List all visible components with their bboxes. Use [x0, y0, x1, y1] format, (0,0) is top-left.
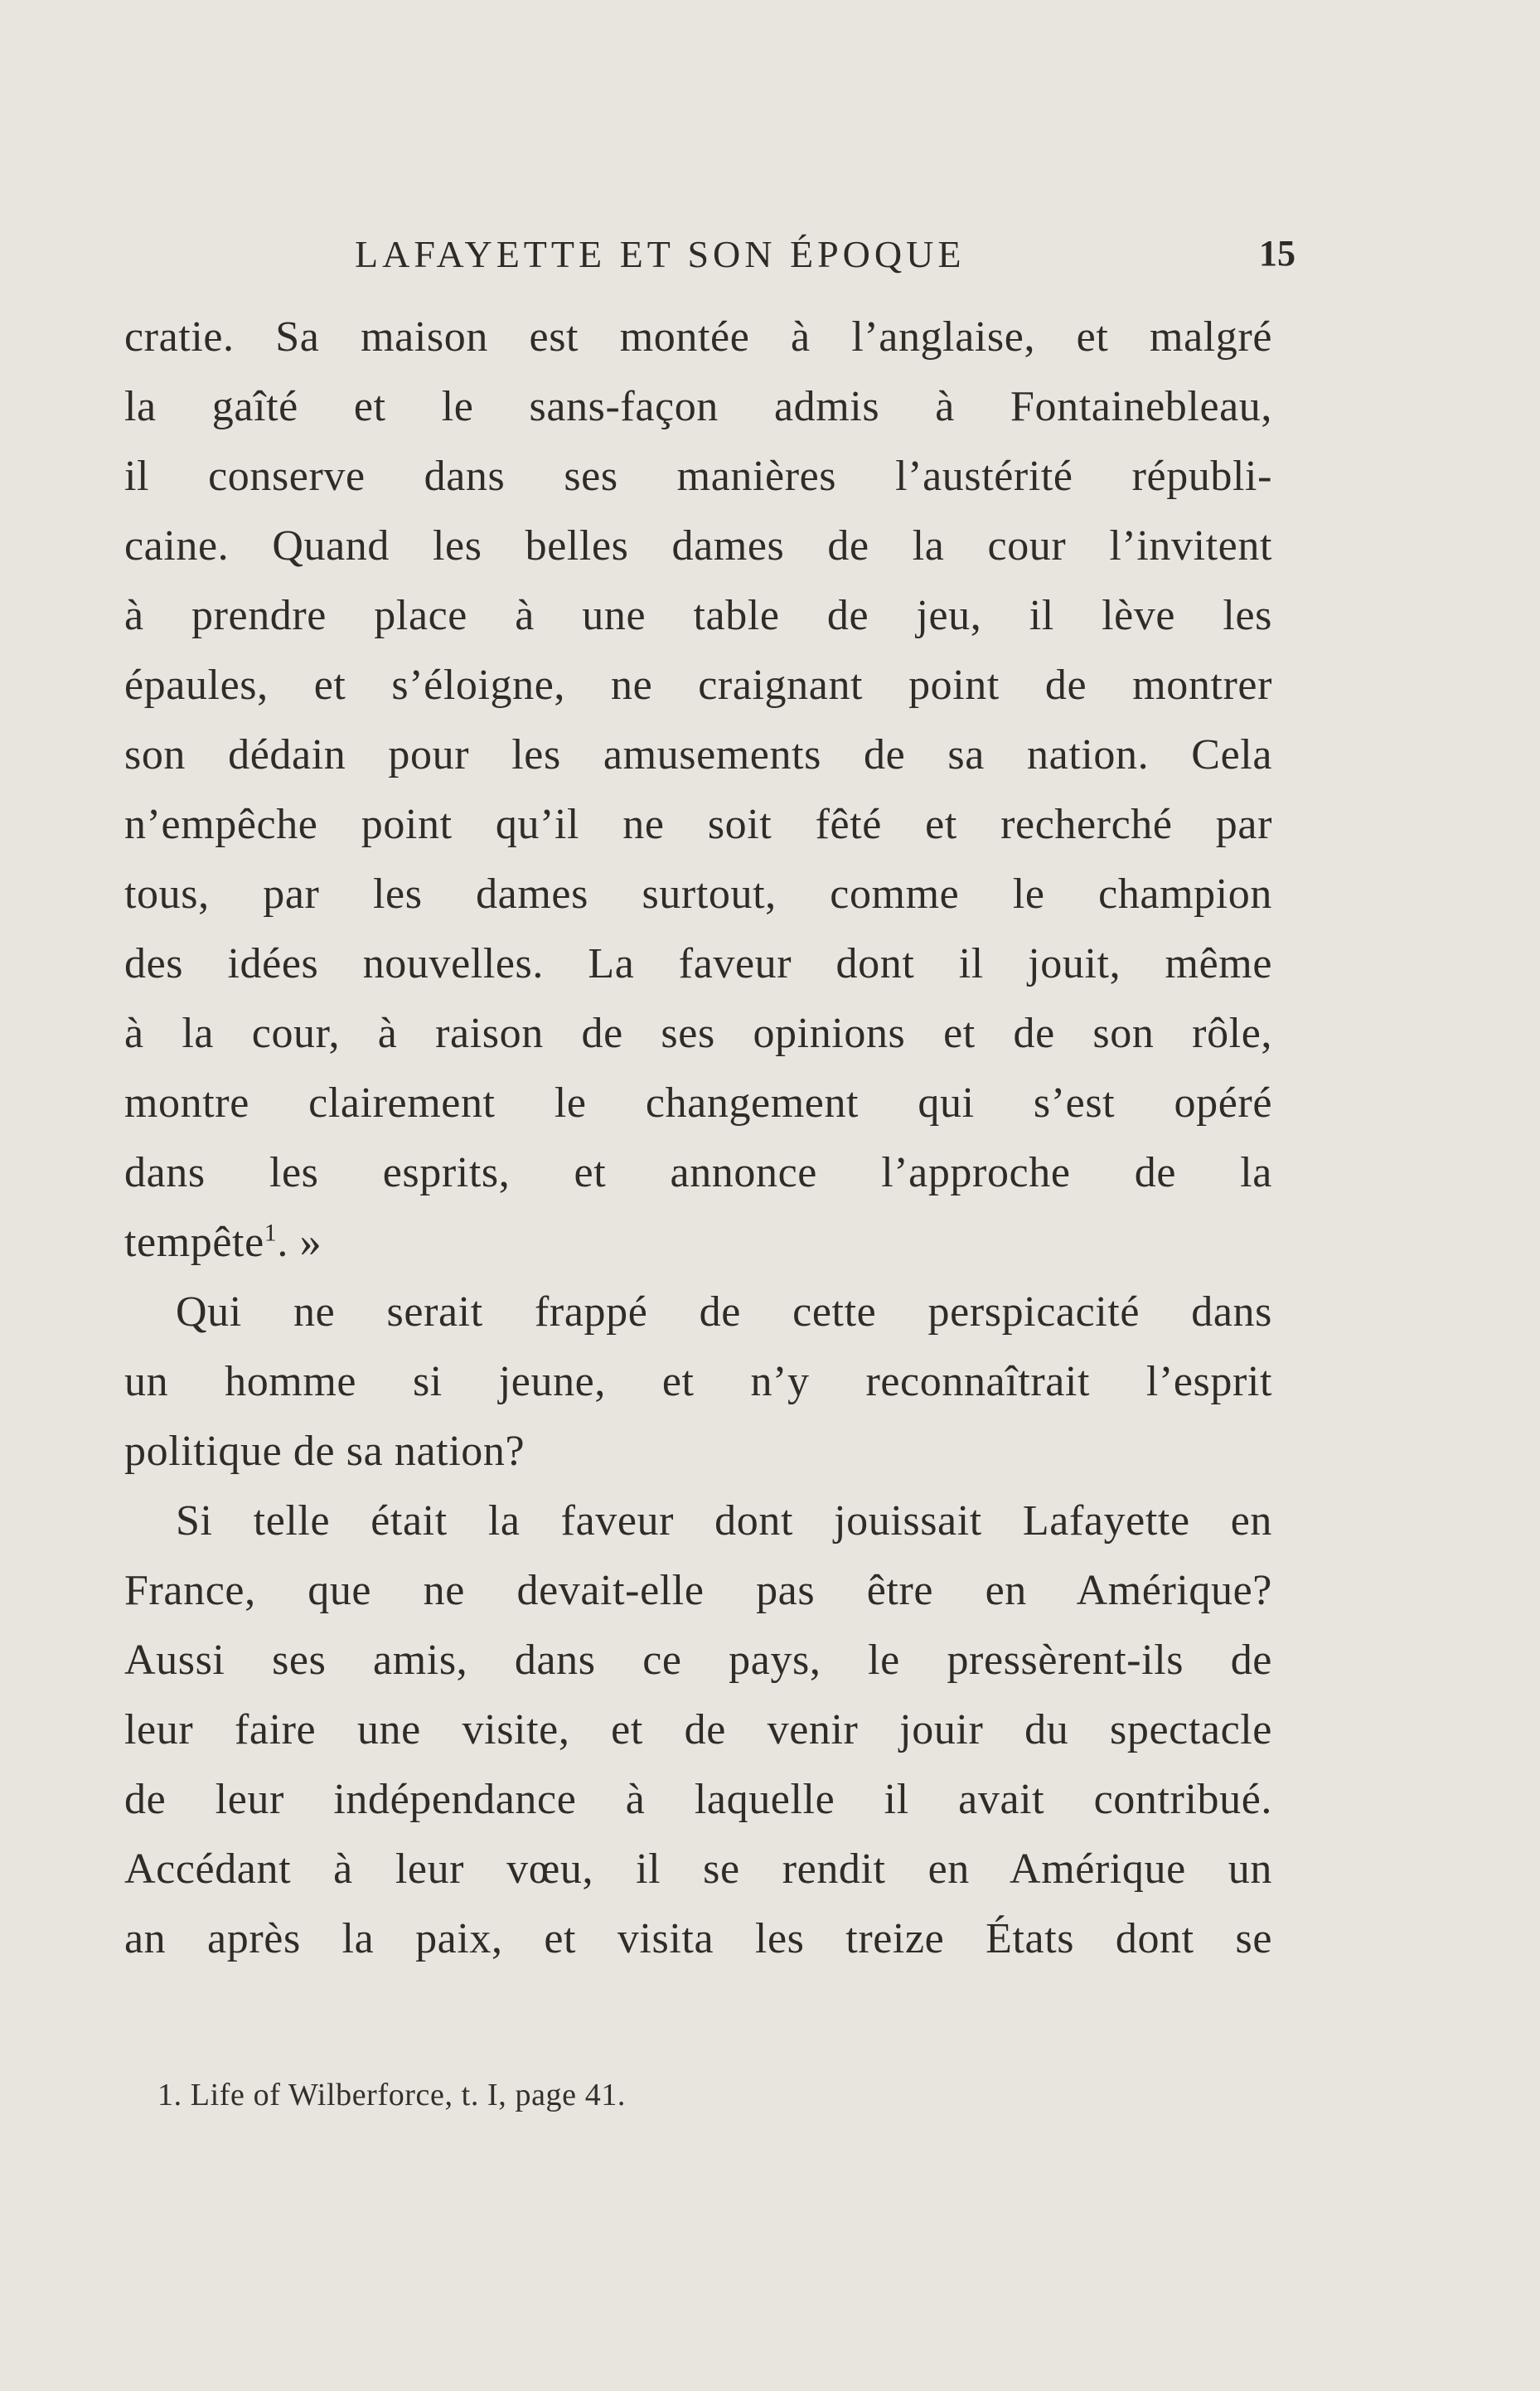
text-line: an après la paix, et visita les treize États dont se [124, 1915, 1272, 1962]
running-head [355, 232, 1295, 282]
footnote: 1. Life of Wilberforce, t. I, page 41. [157, 2078, 627, 2112]
text-line: France, que ne devait-elle pas être en Amérique? [124, 1567, 1272, 1614]
footnote-reference: 1 [264, 1219, 278, 1247]
page-number: 15 [1259, 233, 1295, 274]
text-line-content: tempête [124, 1219, 264, 1266]
text-line: la gaîté et le sans-façon admis à Fontainebleau, [124, 383, 1272, 430]
text-line: de leur indépendance à laquelle il avait contribué. [124, 1776, 1272, 1823]
text-line: il conserve dans ses manières l’austérité républi- [124, 453, 1272, 500]
text-line: Accédant à leur vœu, il se rendit en Amérique un [124, 1845, 1272, 1893]
text-line: dans les esprits, et annonce l’approche de la [124, 1149, 1272, 1196]
text-line: leur faire une visite, et de venir jouir du spectacle [124, 1706, 1272, 1753]
text-line: Aussi ses amis, dans ce pays, le pressèrent-ils de [124, 1637, 1272, 1684]
text-line: cratie. Sa maison est montée à l’anglaise, et malgré [124, 313, 1272, 361]
text-line: n’empêche point qu’il ne soit fêté et recherché par [124, 801, 1272, 848]
body-text [124, 303, 1272, 1974]
text-line: montre clairement le changement qui s’est opéré [124, 1079, 1272, 1127]
text-line: à la cour, à raison de ses opinions et de son rôle, [124, 1010, 1272, 1057]
text-line: des idées nouvelles. La faveur dont il jouit, même [124, 940, 1272, 987]
text-line: Qui ne serait frappé de cette perspicacité dans [176, 1288, 1272, 1336]
text-line: caine. Quand les belles dames de la cour l’invitent [124, 522, 1272, 570]
running-title: LAFAYETTE ET SON ÉPOQUE [355, 233, 966, 275]
text-line: Si telle était la faveur dont jouissait Lafayette en [176, 1497, 1272, 1545]
quote-close: . » [277, 1219, 322, 1266]
text-line: épaules, et s’éloigne, ne craignant point de montrer [124, 662, 1272, 709]
text-line-paragraph-end [124, 1208, 1272, 1278]
text-line: à prendre place à une table de jeu, il lève les [124, 592, 1272, 639]
text-line: tous, par les dames surtout, comme le champion [124, 871, 1272, 918]
text-line: un homme si jeune, et n’y reconnaîtrait l’esprit [124, 1358, 1272, 1405]
text-line: son dédain pour les amusements de sa nation. Cela [124, 731, 1272, 778]
text-line-paragraph-end: politique de sa nation? [124, 1428, 525, 1475]
